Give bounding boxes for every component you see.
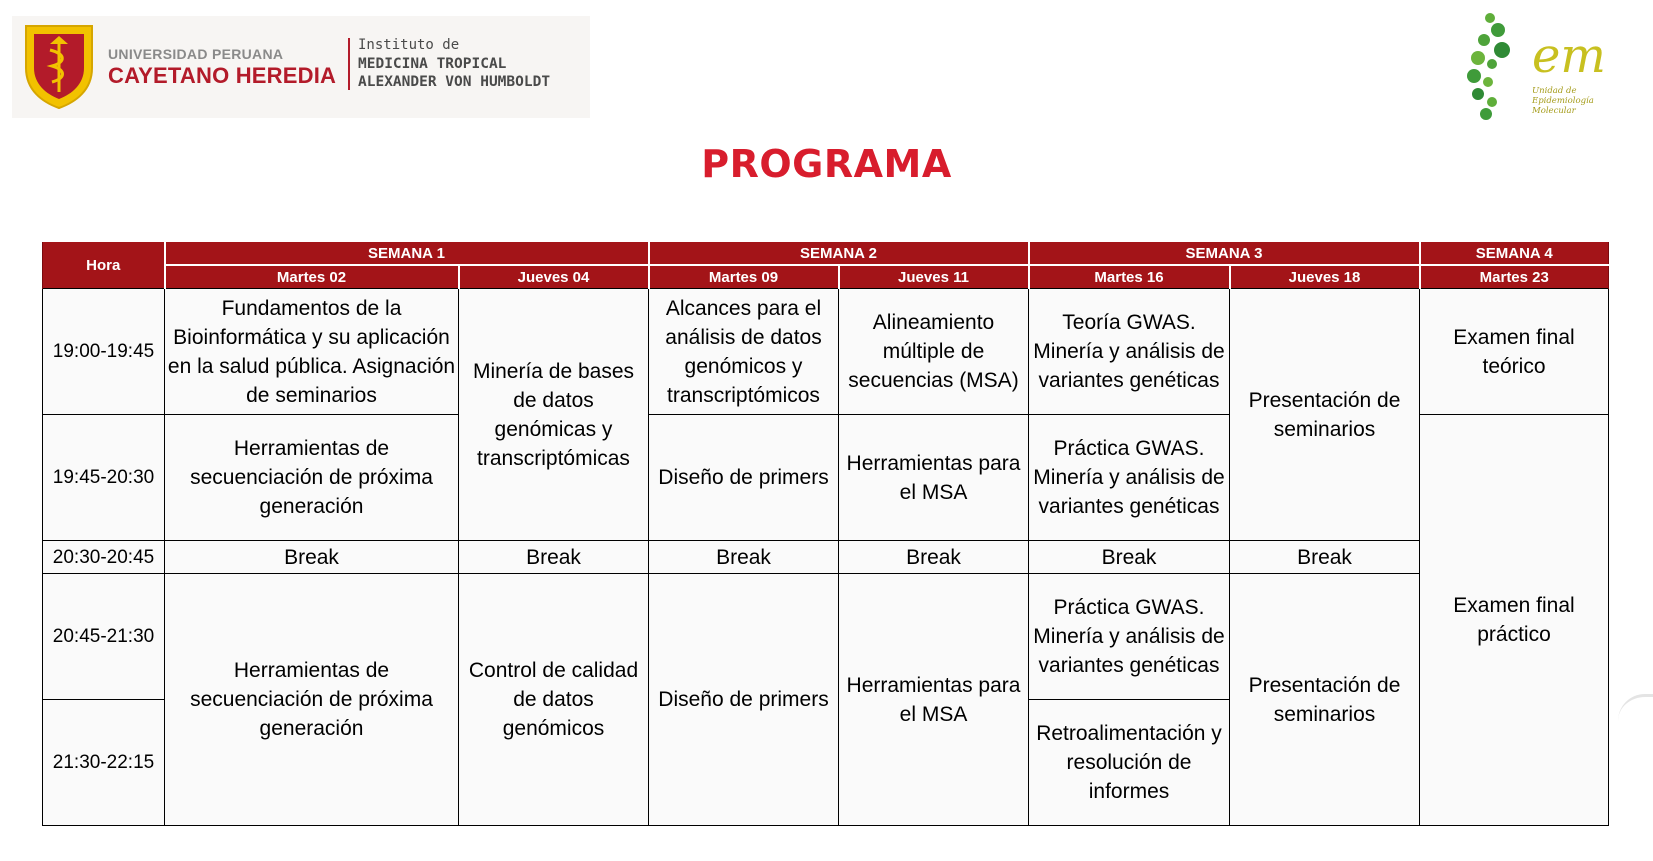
session-cell: Práctica GWAS. Minería y análisis de variantes genéticas [1029, 415, 1230, 541]
time-cell: 21:30-22:15 [43, 700, 165, 826]
session-cell: Fundamentos de la Bioinformática y su aplicación en la salud pública. Asignación de seminarios [165, 289, 459, 415]
time-cell: 19:45-20:30 [43, 415, 165, 541]
session-cell: Diseño de primers [649, 415, 839, 541]
time-cell: 19:00-19:45 [43, 289, 165, 415]
day-header: Martes 23 [1420, 265, 1609, 289]
week-header: SEMANA 1 [165, 242, 649, 265]
week-header: SEMANA 4 [1420, 242, 1609, 265]
em-logo-text: em [1532, 28, 1606, 84]
institute-line3: ALEXANDER VON HUMBOLDT [358, 74, 551, 90]
logo-divider [348, 38, 350, 90]
upch-imt-logo [12, 16, 590, 118]
session-cell: Diseño de primers [649, 574, 839, 826]
session-cell: Práctica GWAS. Minería y análisis de variantes genéticas [1029, 574, 1230, 700]
day-header: Martes 02 [165, 265, 459, 289]
dna-dots-icon [1462, 10, 1532, 122]
session-cell: Examen final teórico [1420, 289, 1609, 415]
session-cell: Presentación de seminarios [1230, 289, 1420, 541]
session-cell: Alineamiento múltiple de secuencias (MSA) [839, 289, 1029, 415]
break-cell: Break [649, 541, 839, 574]
session-cell: Presentación de seminarios [1230, 574, 1420, 826]
schedule-table [42, 242, 1609, 826]
table-row [43, 289, 1609, 415]
week-header: SEMANA 3 [1029, 242, 1420, 265]
day-header: Martes 16 [1029, 265, 1230, 289]
university-shield-icon [20, 22, 98, 110]
time-cell: 20:45-21:30 [43, 574, 165, 700]
session-cell: Minería de bases de datos genómicas y transcriptómicas [459, 289, 649, 541]
session-cell: Control de calidad de datos genómicos [459, 574, 649, 826]
day-header: Jueves 04 [459, 265, 649, 289]
hora-header: Hora [43, 242, 165, 289]
session-cell: Teoría GWAS. Minería y análisis de variantes genéticas [1029, 289, 1230, 415]
institute-line2: MEDICINA TROPICAL [358, 56, 507, 72]
decorative-arc [1618, 694, 1653, 721]
time-cell: 20:30-20:45 [43, 541, 165, 574]
em-logo [1462, 10, 1622, 122]
session-cell: Herramientas para el MSA [839, 415, 1029, 541]
session-cell: Alcances para el análisis de datos genómicos y transcriptómicos [649, 289, 839, 415]
day-header: Jueves 11 [839, 265, 1029, 289]
break-cell: Break [165, 541, 459, 574]
table-row [43, 541, 1609, 574]
university-name-line2: CAYETANO HEREDIA [108, 63, 337, 88]
table-row [43, 574, 1609, 700]
page-title: PROGRAMA [701, 142, 952, 186]
session-cell: Examen final práctico [1420, 415, 1609, 826]
session-cell: Retroalimentación y resolución de informes [1029, 700, 1230, 826]
break-cell: Break [839, 541, 1029, 574]
session-cell: Herramientas de secuenciación de próxima generación [165, 574, 459, 826]
week-header: SEMANA 2 [649, 242, 1029, 265]
session-cell: Herramientas para el MSA [839, 574, 1029, 826]
break-cell: Break [459, 541, 649, 574]
break-cell: Break [1230, 541, 1420, 574]
day-header: Martes 09 [649, 265, 839, 289]
break-cell: Break [1029, 541, 1230, 574]
institute-line1: Instituto de [358, 37, 460, 53]
university-name-line1: UNIVERSIDAD PERUANA [108, 46, 284, 62]
em-logo-subtitle: Unidad de Epidemiología Molecular [1532, 86, 1594, 116]
day-header: Jueves 18 [1230, 265, 1420, 289]
session-cell: Herramientas de secuenciación de próxima generación [165, 415, 459, 541]
